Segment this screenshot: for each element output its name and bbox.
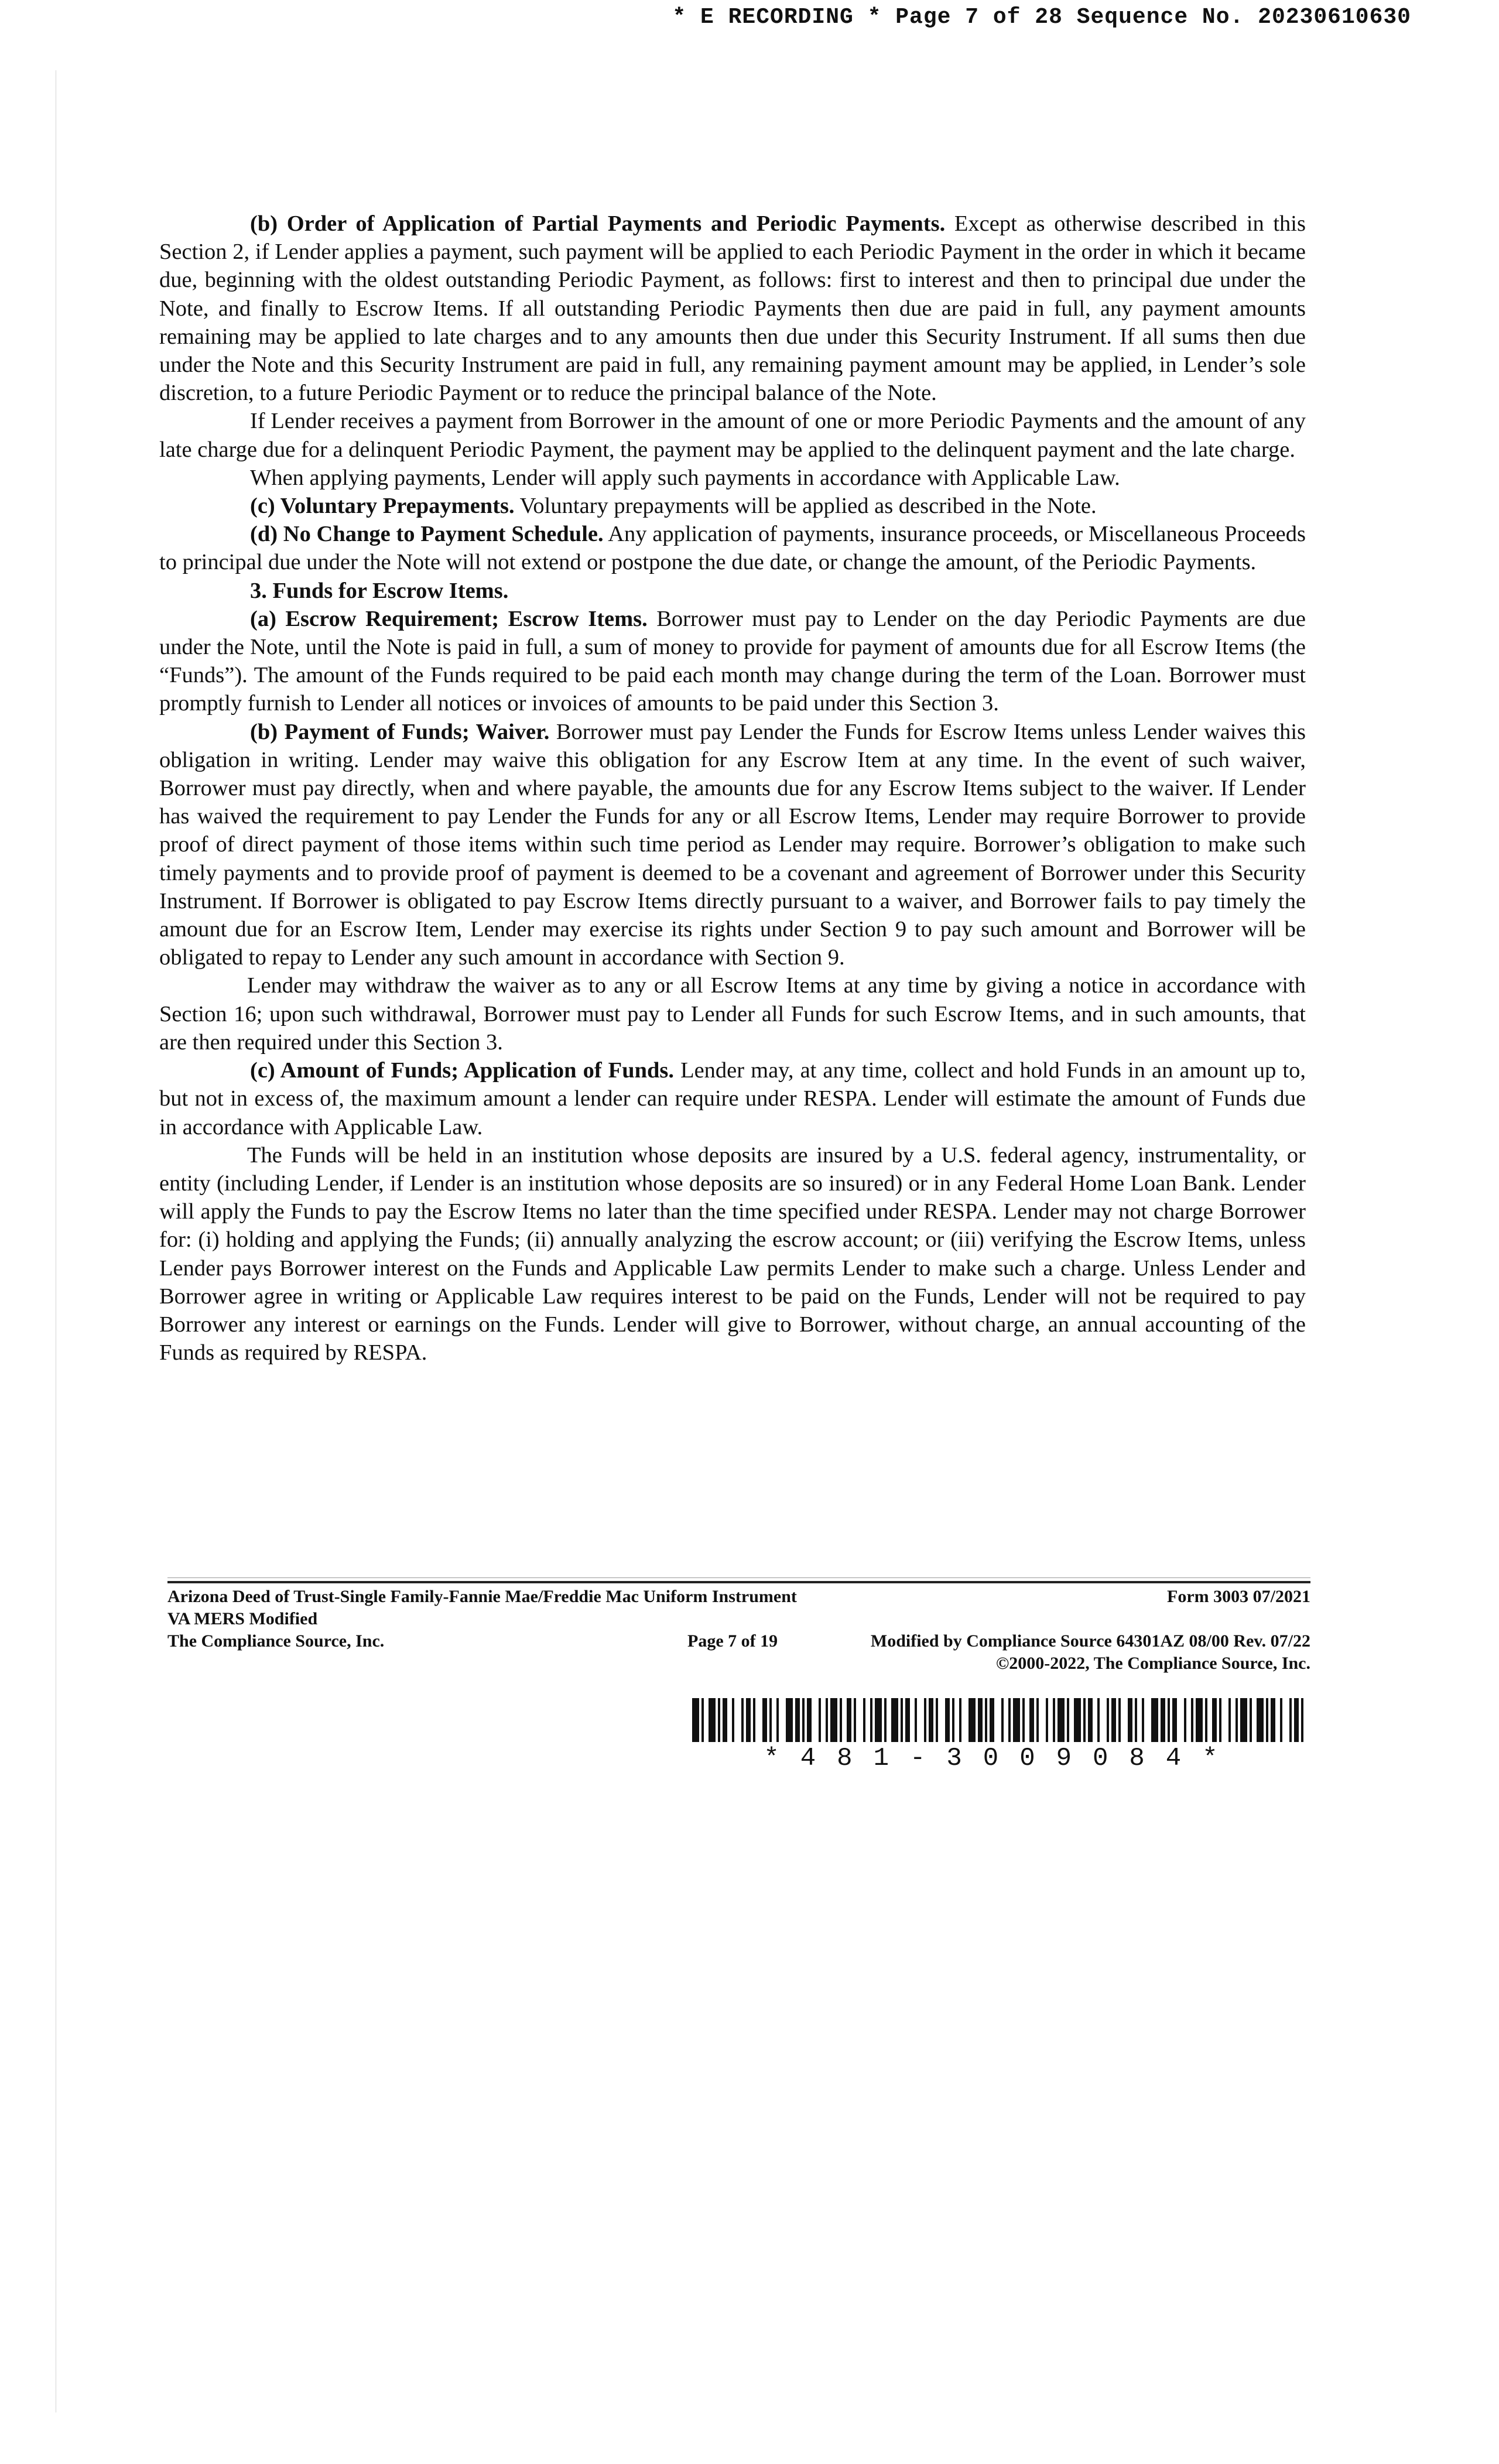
- modified-note: Modified by Compliance Source 64301AZ 08/00 Rev. 07/22: [870, 1631, 1310, 1651]
- copyright-note: ©2000-2022, The Compliance Source, Inc.: [995, 1654, 1310, 1673]
- paragraph-no-change-schedule: (d) No Change to Payment Schedule. Any application of payments, insurance proceeds, or Miscellaneous Proceeds to principal due under the Note will not extend or postpone the due date, or change the amount, of the Periodic Payments.: [159, 522, 1306, 575]
- form-variant: VA MERS Modified: [167, 1609, 318, 1628]
- heading-no-change-schedule: (d) No Change to Payment Schedule.: [250, 522, 604, 547]
- paragraph-voluntary-prepayments: (c) Voluntary Prepayments. Voluntary prepayments will be applied as described in the Note.: [250, 494, 1097, 519]
- footer-rule: [167, 1581, 1310, 1583]
- recording-header: * E RECORDING * Page 7 of 28 Sequence No. 20230610630: [672, 5, 1411, 30]
- section-3-heading: 3. Funds for Escrow Items.: [250, 578, 509, 603]
- heading-order-of-application: (b) Order of Application of Partial Payments and Periodic Payments.: [250, 211, 946, 236]
- footer-rule-faint: [167, 1577, 1310, 1578]
- heading-escrow-requirement: (a) Escrow Requirement; Escrow Items.: [250, 606, 648, 631]
- paragraph-order-of-application: (b) Order of Application of Partial Payments and Periodic Payments. Except as otherwise described in this Section 2, if Lender applies a payment, such payment will be applied to each Periodic Payment in the order in which it became due, beginning with the oldest outstanding Periodic Payment, as follows: first to interest and then to principal due under the Note, and finally to Escrow Items. If all outstanding Periodic Payments then due are paid in full, any payment amounts remaining may be applied to late charges and to any amounts then due under this Security Instrument. If all sums then due under the Note and this Security Instrument are paid in full, any remaining payment amount may be applied, in Lender’s sole discretion, to a future Periodic Payment or to reduce the principal balance of the Note.: [159, 211, 1306, 406]
- paragraph-payment-of-funds: (b) Payment of Funds; Waiver. Borrower must pay Lender the Funds for Escrow Items unless Lender waives this obligation in writing. Lender may waive this obligation for any Escrow Item at any time. In the event of such waiver, Borrower must pay directly, when and where payable, the amounts due for any Escrow Items subject to the waiver. If Lender has waived the requirement to pay Lender the Funds for any or all Escrow Items, Lender may require Borrower to provide proof of direct payment of those items within such time period as Lender may require. Borrower’s obligation to make such timely payments and to provide proof of payment is deemed to be a covenant and agreement of Borrower under this Security Instrument. If Borrower is obligated to pay Escrow Items directly pursuant to a waiver, and Borrower fails to pay timely the amount due for an Escrow Item, Lender may exercise its rights under Section 9 to pay such amount and Borrower will be obligated to repay to Lender any such amount in accordance with Section 9.: [159, 719, 1306, 970]
- paragraph-applicable-law: When applying payments, Lender will apply such payments in accordance with Applicable Law.: [250, 465, 1120, 490]
- paragraph-withdraw-waiver: Lender may withdraw the waiver as to any or all Escrow Items at any time by giving a notice in accordance with Section 16; upon such withdrawal, Borrower must pay to Lender all Funds for such Escrow Items, and in such amounts, that are then required under this Section 3.: [159, 973, 1306, 1055]
- heading-amount-of-funds: (c) Amount of Funds; Application of Funds.: [250, 1058, 675, 1083]
- paragraph-funds-held: The Funds will be held in an institution whose deposits are insured by a U.S. federal agency, instrumentality, or entity (including Lender, if Lender is an institution whose deposits are so insured) or in any Federal Home Loan Bank. Lender will apply the Funds to pay the Escrow Items no later than the time specified under RESPA. Lender may not charge Borrower for: (i) holding and applying the Funds; (ii) annually analyzing the escrow account; or (iii) verifying the Escrow Items, unless Lender pays Borrower interest on the Funds and Applicable Law permits Lender to make such a charge. Unless Lender and Borrower agree in writing or Applicable Law requires interest to be paid on the Funds, Lender will not be required to pay Borrower any interest or earnings on the Funds. Lender will give to Borrower, without charge, an annual accounting of the Funds as required by RESPA.: [159, 1142, 1306, 1366]
- company-name: The Compliance Source, Inc.: [167, 1631, 385, 1651]
- document-body: [159, 210, 1306, 1367]
- form-number: Form 3003 07/2021: [1167, 1587, 1310, 1606]
- paragraph-escrow-requirement: (a) Escrow Requirement; Escrow Items. Borrower must pay to Lender on the day Periodic Payments are due under the Note, until the Note is paid in full, a sum of money to provide for payment of amounts due for all Escrow Items (the “Funds”). The amount of the Funds required to be paid each month may change during the term of the Loan. Borrower must promptly furnish to Lender all notices or invoices of amounts to be paid under this Section 3.: [159, 606, 1306, 716]
- page-number: Page 7 of 19: [687, 1631, 778, 1651]
- form-title: Arizona Deed of Trust-Single Family-Fannie Mae/Freddie Mac Uniform Instrument: [167, 1587, 797, 1606]
- barcode-text: *481-3009084*: [764, 1744, 1239, 1773]
- form-footer: [167, 1586, 1310, 1675]
- heading-voluntary-prepayments: (c) Voluntary Prepayments.: [250, 494, 515, 519]
- paragraph-late-charge: If Lender receives a payment from Borrower in the amount of one or more Periodic Payments and the amount of any late charge due for a delinquent Periodic Payment, the payment may be applied to the delinquent payment and the late charge.: [159, 409, 1306, 462]
- heading-payment-of-funds: (b) Payment of Funds; Waiver.: [250, 719, 550, 744]
- barcode: [692, 1698, 1310, 1742]
- paragraph-amount-of-funds: (c) Amount of Funds; Application of Funds. Lender may, at any time, collect and hold Funds in an amount up to, but not in excess of, the maximum amount a lender can require under RESPA. Lender will estimate the amount of Funds due in accordance with Applicable Law.: [159, 1058, 1306, 1139]
